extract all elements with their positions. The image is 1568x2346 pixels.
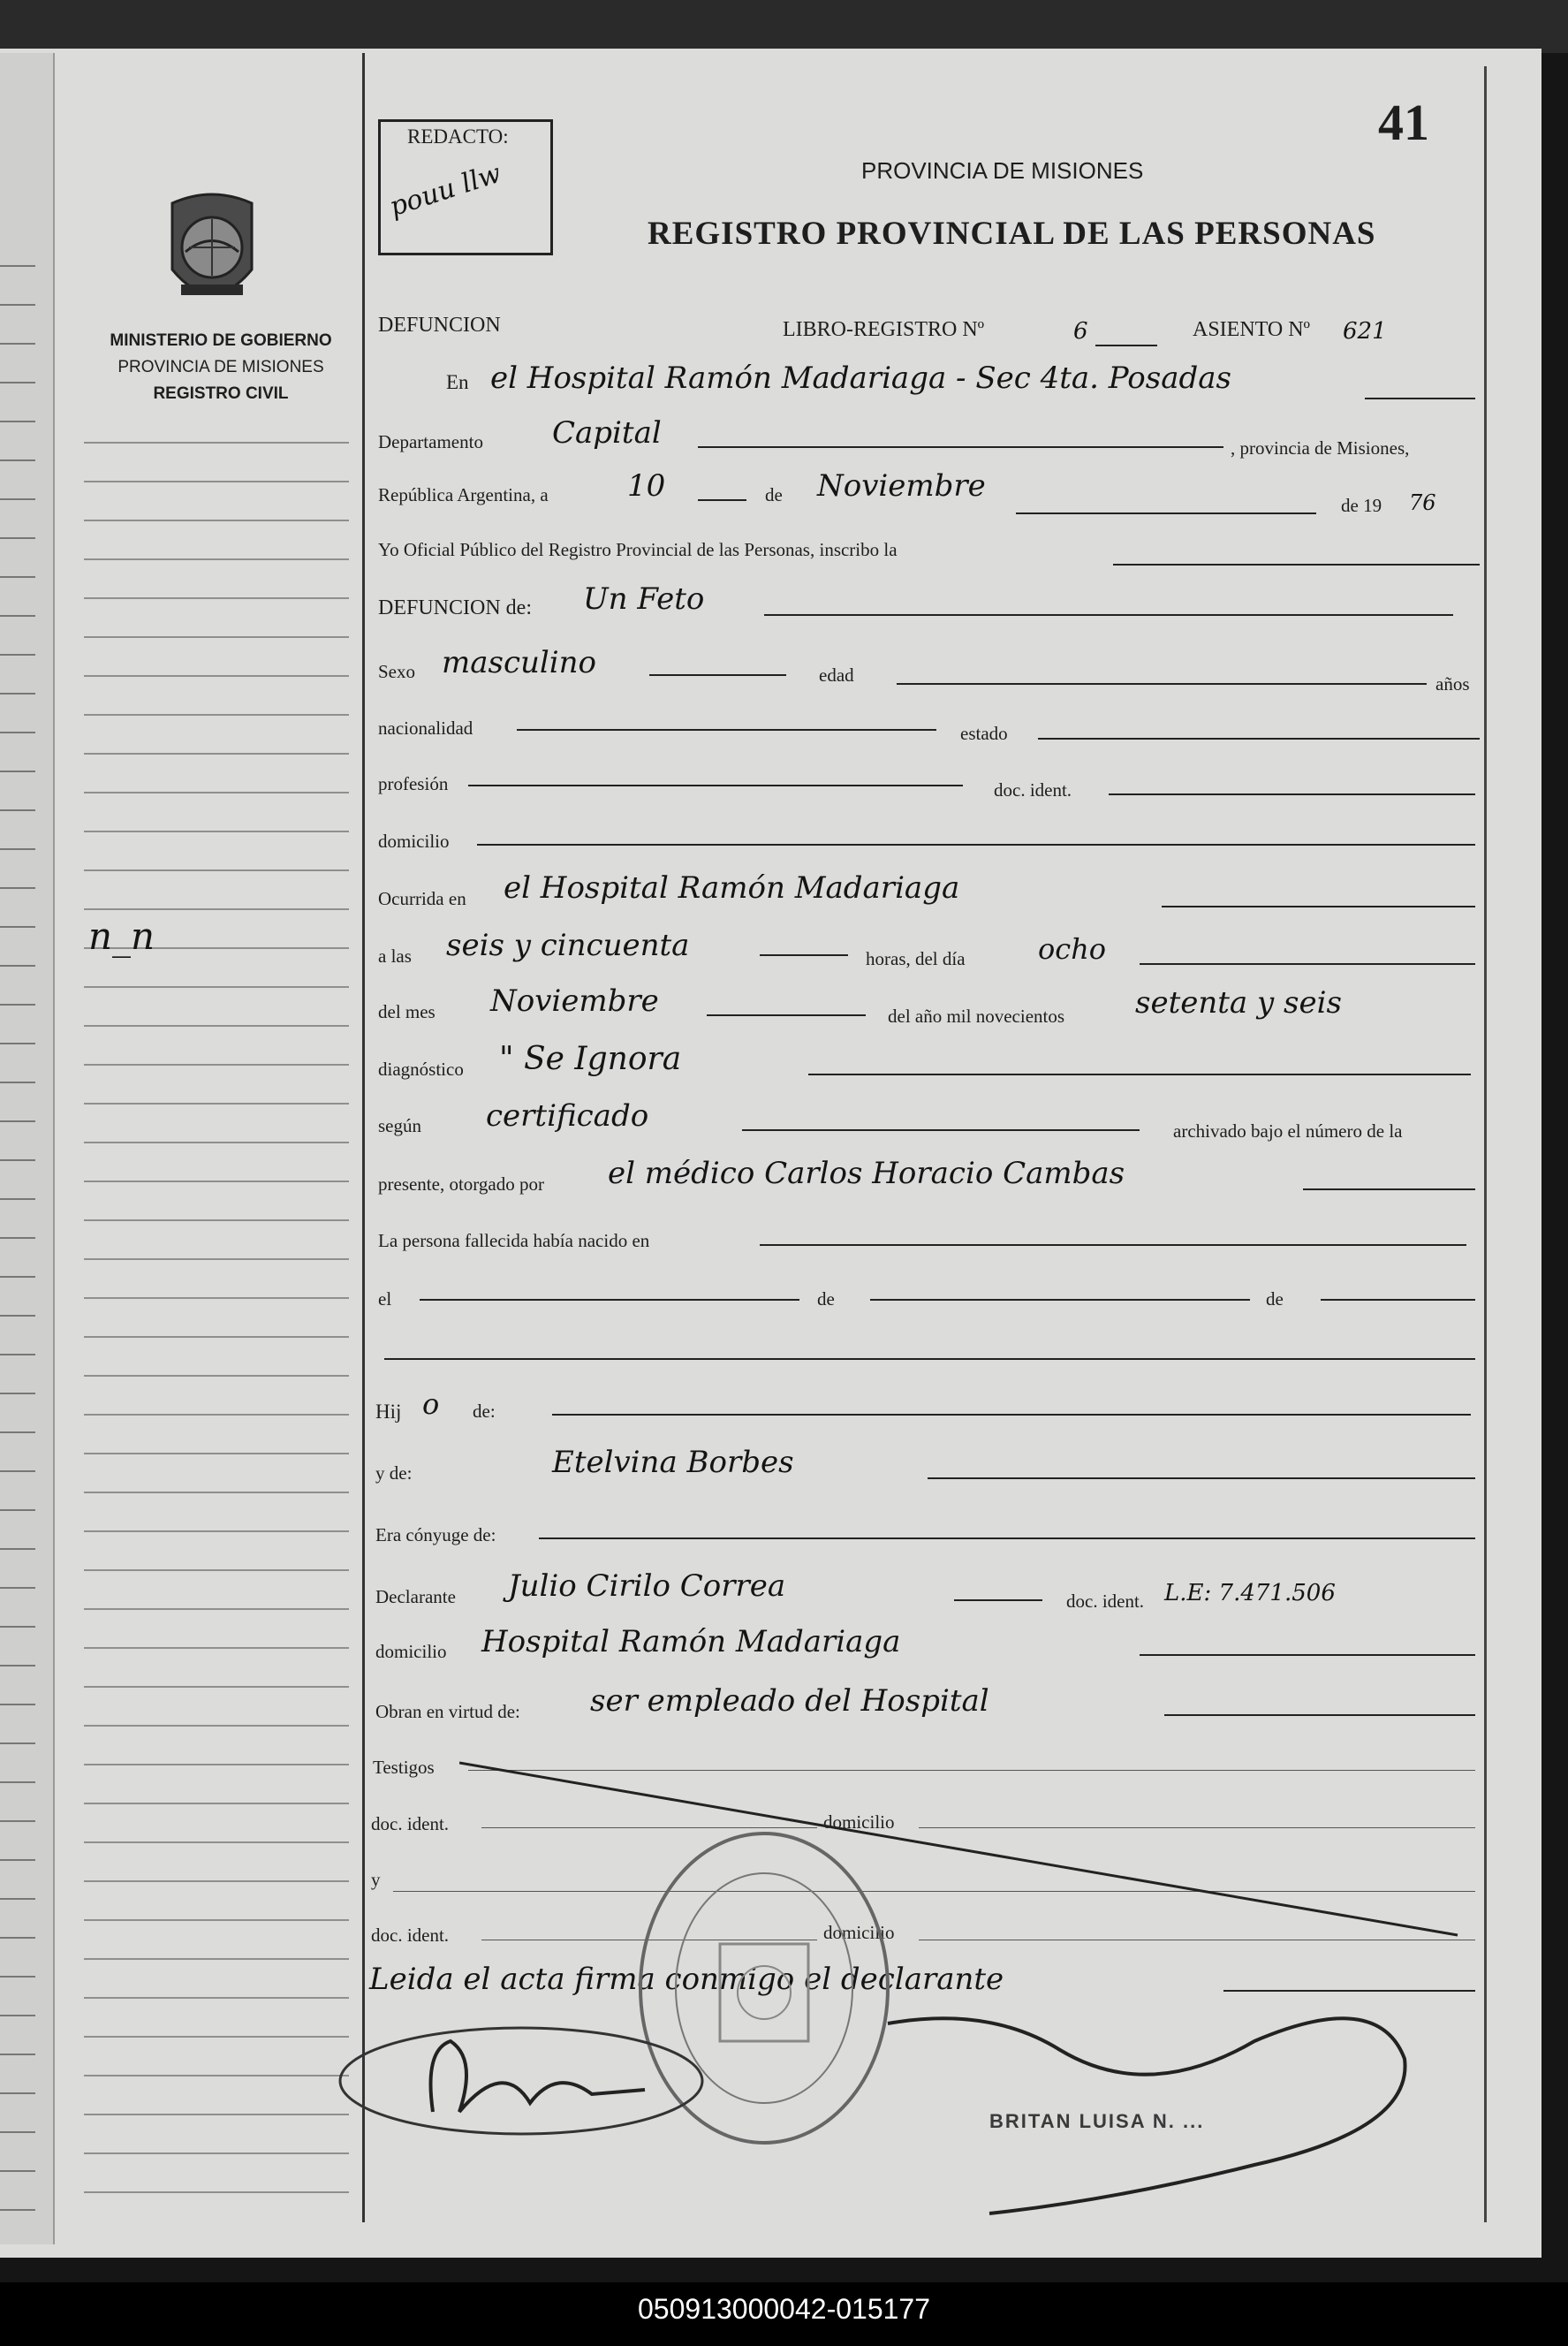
spine-tick [0, 1742, 35, 1744]
margin-rule-line [84, 1919, 349, 1921]
nacionalidad-label: nacionalidad [378, 717, 473, 739]
blank-line [384, 1358, 1475, 1360]
anio-mil-label: del año mil novecientos [888, 1006, 1065, 1027]
obran-value: ser empleado del Hospital [590, 1683, 989, 1719]
domicilio-line [477, 844, 1475, 846]
conyuge-line [539, 1537, 1475, 1539]
spine-tick [0, 2054, 35, 2055]
spine-tick [0, 343, 35, 345]
declarant-signature [327, 2006, 716, 2147]
spine-tick [0, 2170, 35, 2172]
margin-rule-line [84, 1025, 349, 1027]
del-mes-label: del mes [378, 1001, 436, 1022]
declarante-value: Julio Cirilo Correa [508, 1568, 786, 1604]
spine-tick [0, 498, 35, 500]
spine-tick [0, 1976, 35, 1978]
margin-rule-line [84, 1453, 349, 1454]
page-number: 41 [1378, 94, 1429, 151]
margin-rule-line [84, 1297, 349, 1299]
profesion-label: profesión [378, 773, 449, 794]
margin-rule-line [84, 1142, 349, 1143]
margin-rule-line [84, 1181, 349, 1182]
margin-rule-line [84, 1064, 349, 1066]
libro-label: LIBRO-REGISTRO Nº [783, 318, 985, 341]
defuncion-de-value: Un Feto [583, 581, 705, 617]
margin-rule-line [84, 597, 349, 599]
spine-tick [0, 654, 35, 656]
spine-tick [0, 1587, 35, 1589]
declarante-doc-value: L.E: 7.471.506 [1164, 1580, 1336, 1606]
margin-rule-line [84, 1258, 349, 1260]
doc-ident-label: doc. ident. [994, 779, 1072, 801]
doc-ident-line [1109, 793, 1475, 795]
redacto-label: REDACTO: [407, 125, 509, 148]
spine-tick [0, 2131, 35, 2133]
spine-tick [0, 1937, 35, 1939]
margin-rule-line [84, 520, 349, 521]
margin-rule-line [84, 1647, 349, 1649]
domicilio-label: domicilio [378, 831, 450, 852]
margin-rule-line [84, 1530, 349, 1532]
provincia-label: , provincia de Misiones, [1231, 437, 1410, 459]
horas-label: horas, del día [866, 948, 966, 969]
scan-top-border [0, 0, 1568, 53]
en-line [1365, 398, 1475, 399]
margin-rule-line [84, 1492, 349, 1493]
de-b-label: de [1266, 1288, 1284, 1310]
hijo-suffix: o [422, 1387, 440, 1421]
spine-tick [0, 1237, 35, 1239]
de-label: de [765, 484, 783, 505]
spine-tick [0, 1004, 35, 1006]
y-de-line [928, 1477, 1475, 1479]
estado-label: estado [960, 723, 1008, 744]
margin-rule-line [84, 1725, 349, 1727]
spine-tick [0, 1781, 35, 1783]
margin-rule-line [84, 481, 349, 482]
oficial-line [1113, 564, 1480, 566]
official-signature [883, 1997, 1431, 2218]
a-las-line [760, 954, 848, 956]
margin-rule-line [84, 675, 349, 677]
margin-rule-line [84, 1336, 349, 1338]
nacionalidad-line [517, 729, 936, 731]
mes-line [1016, 512, 1316, 514]
archivado-label: archivado bajo el número de la [1173, 1120, 1403, 1142]
de19-label: de 19 [1341, 495, 1382, 516]
del-mes-line [707, 1014, 866, 1016]
diagnostico-label: diagnóstico [378, 1059, 464, 1080]
spine-tick [0, 537, 35, 539]
spine-tick [0, 1315, 35, 1317]
anio-mil-value: setenta y seis [1135, 985, 1342, 1021]
spine-tick [0, 421, 35, 422]
spine-tick [0, 693, 35, 695]
margin-rule-line [84, 1880, 349, 1882]
edad-line [897, 683, 1427, 685]
seal-line-1: MINISTERIO DE GOBIERNO [110, 331, 332, 350]
republica-label: República Argentina, a [378, 484, 549, 505]
spine-tick [0, 732, 35, 733]
margin-note: n_n [88, 915, 155, 958]
t-y-label: y [371, 1869, 381, 1890]
spine-tick [0, 382, 35, 383]
spine-tick [0, 848, 35, 850]
el-label: el [378, 1288, 392, 1310]
spine-tick [0, 2209, 35, 2211]
spine-tick [0, 459, 35, 461]
presente-value: el médico Carlos Horacio Cambas [608, 1156, 1125, 1191]
segun-line [742, 1129, 1140, 1131]
segun-label: según [378, 1115, 421, 1136]
asiento-label: ASIENTO Nº [1193, 318, 1310, 341]
horas-line [1140, 963, 1475, 965]
departamento-value: Capital [552, 415, 662, 451]
de-a-label: de [817, 1288, 835, 1310]
margin-rule-line [84, 753, 349, 755]
profesion-line [468, 785, 963, 786]
spine-tick [0, 1276, 35, 1278]
presente-line [1303, 1188, 1475, 1190]
ocurrida-value: el Hospital Ramón Madariaga [504, 870, 960, 906]
libro-value: 6 [1073, 318, 1088, 345]
horas-value: ocho [1038, 932, 1107, 966]
spine-tick [0, 771, 35, 772]
a-las-value: seis y cincuenta [446, 928, 690, 963]
departamento-line [698, 446, 1223, 448]
margin-rule-line [84, 714, 349, 716]
de-a-line [870, 1299, 1250, 1301]
t-dom2-label: domicilio [823, 1922, 895, 1943]
en-value: el Hospital Ramón Madariaga - Sec 4ta. Posadas [490, 361, 1231, 396]
spine-tick [0, 1509, 35, 1511]
spine-tick [0, 1548, 35, 1550]
margin-rule-line [84, 558, 349, 560]
spine-tick [0, 809, 35, 811]
a-las-label: a las [378, 945, 412, 967]
sexo-label: Sexo [378, 661, 415, 682]
dia-line [698, 499, 746, 501]
oficial-text: Yo Oficial Público del Registro Provincial de las Personas, inscribo la [378, 539, 898, 560]
spine-tick [0, 1704, 35, 1705]
t-doc1-label: doc. ident. [371, 1813, 450, 1834]
nacido-label: La persona fallecida había nacido en [378, 1230, 650, 1251]
margin-rule-line [84, 636, 349, 638]
margin-rule-line [84, 1569, 349, 1571]
estado-line [1038, 738, 1480, 740]
margin-rule-line [84, 2152, 349, 2154]
spine-tick [0, 615, 35, 617]
declarante-line [954, 1599, 1042, 1601]
header-province: PROVINCIA DE MISIONES [861, 157, 1144, 184]
seal-line-2: PROVINCIA DE MISIONES [117, 358, 324, 376]
presente-label: presente, otorgado por [378, 1173, 544, 1195]
decl-domicilio-label: domicilio [375, 1641, 447, 1662]
margin-rule-line [84, 1414, 349, 1416]
sexo-value: masculino [442, 645, 597, 680]
del-mes-value: Noviembre [490, 983, 659, 1019]
leida-line [1223, 1990, 1475, 1992]
margin-rule-line [84, 2075, 349, 2076]
spine-tick [0, 1898, 35, 1900]
image-code: 050913000042-015177 [638, 2293, 930, 2325]
spine-tick [0, 1859, 35, 1861]
margin-rule-line [84, 1103, 349, 1105]
anios-label: años [1435, 673, 1470, 695]
spine-tick [0, 265, 35, 267]
de-b-line [1321, 1299, 1475, 1301]
hijo-label: Hij [375, 1401, 402, 1423]
t-doc2-label: doc. ident. [371, 1925, 450, 1946]
spine-tick [0, 1082, 35, 1083]
margin-rule-line [84, 869, 349, 871]
departamento-label: Departamento [378, 431, 483, 452]
testigos-label: Testigos [373, 1757, 435, 1778]
margin-rule-line [84, 1375, 349, 1377]
spine-tick [0, 887, 35, 889]
margin-rule-line [84, 831, 349, 832]
el-line [420, 1299, 799, 1301]
right-rule [1484, 66, 1487, 2222]
margin-rule-line [84, 986, 349, 988]
margin-rule-line [84, 792, 349, 793]
nacido-line [760, 1244, 1466, 1246]
margin-rule-line [84, 1803, 349, 1804]
en-label: En [446, 371, 469, 393]
dia-value: 10 [627, 468, 666, 504]
edad-label: edad [819, 664, 854, 686]
header-title: REGISTRO PROVINCIAL DE LAS PERSONAS [648, 216, 1376, 252]
margin-rule-line [84, 2191, 349, 2193]
declarante-doc-label: doc. ident. [1066, 1591, 1145, 1612]
margin-rule-line [84, 1958, 349, 1960]
sexo-line [649, 674, 786, 676]
conyuge-label: Era cónyuge de: [375, 1524, 496, 1545]
asiento-value: 621 [1343, 318, 1387, 345]
redacto-box [378, 119, 553, 255]
diagnostico-value: " Se Ignora [499, 1041, 682, 1077]
margin-rule-line [84, 908, 349, 910]
hijo-de-label: de: [473, 1401, 496, 1422]
spine-tick [0, 1354, 35, 1355]
coat-of-arms-icon [159, 186, 265, 318]
ocurrida-line [1162, 906, 1475, 907]
spine-tick [0, 1470, 35, 1472]
leida-text: Leida el acta firma conmigo el declarante [369, 1962, 1004, 1997]
spine-tick [0, 1159, 35, 1161]
margin-rule-line [84, 1764, 349, 1765]
cancel-stroke [459, 1758, 1484, 1953]
spine-tick [0, 926, 35, 928]
act-type-label: DEFUNCION [378, 314, 501, 337]
obran-label: Obran en virtud de: [375, 1701, 520, 1722]
margin-rule-line [84, 442, 349, 444]
margin-rule-line [84, 1997, 349, 1999]
y-de-value: Etelvina Borbes [552, 1445, 794, 1480]
spine-tick [0, 1120, 35, 1122]
margin-rule-line [84, 2114, 349, 2115]
official-name-stamp: BRITAN LUISA N. ... [989, 2110, 1205, 2132]
spine-tick [0, 1431, 35, 1433]
margin-rule-line [84, 1841, 349, 1843]
seal-line-3: REGISTRO CIVIL [153, 384, 289, 403]
spine-tick [0, 1820, 35, 1822]
spine-tick [0, 2015, 35, 2016]
spine-tick [0, 1043, 35, 1044]
t-dom1-label: domicilio [823, 1811, 895, 1833]
spine-tick [0, 965, 35, 967]
libro-line [1095, 345, 1157, 346]
spine-tick [0, 304, 35, 306]
decl-domicilio-line [1140, 1654, 1475, 1656]
margin-rule-line [84, 1686, 349, 1688]
redacto-signature: pouu llw [385, 157, 505, 224]
ocurrida-label: Ocurrida en [378, 888, 466, 909]
defuncion-de-line [764, 614, 1453, 616]
obran-line [1164, 1714, 1475, 1716]
mes-value: Noviembre [817, 468, 986, 504]
spine-tick [0, 1393, 35, 1394]
margin-rule-line [84, 2036, 349, 2038]
anio-value: 76 [1409, 490, 1436, 515]
y-de-label: y de: [375, 1462, 413, 1484]
defuncion-de-label: DEFUNCION de: [378, 596, 532, 619]
spine-tick [0, 1626, 35, 1628]
declarante-label: Declarante [375, 1586, 456, 1607]
decl-domicilio-value: Hospital Ramón Madariaga [481, 1624, 901, 1659]
margin-rule [362, 53, 365, 2222]
diagnostico-line [808, 1074, 1471, 1075]
segun-value: certificado [486, 1098, 649, 1134]
hijo-line [552, 1414, 1471, 1416]
spine-tick [0, 1665, 35, 1666]
margin-rule-line [84, 1608, 349, 1610]
spine-tick [0, 576, 35, 578]
spine-tick [0, 1198, 35, 1200]
spine-tick [0, 2092, 35, 2094]
margin-rule-line [84, 1219, 349, 1221]
